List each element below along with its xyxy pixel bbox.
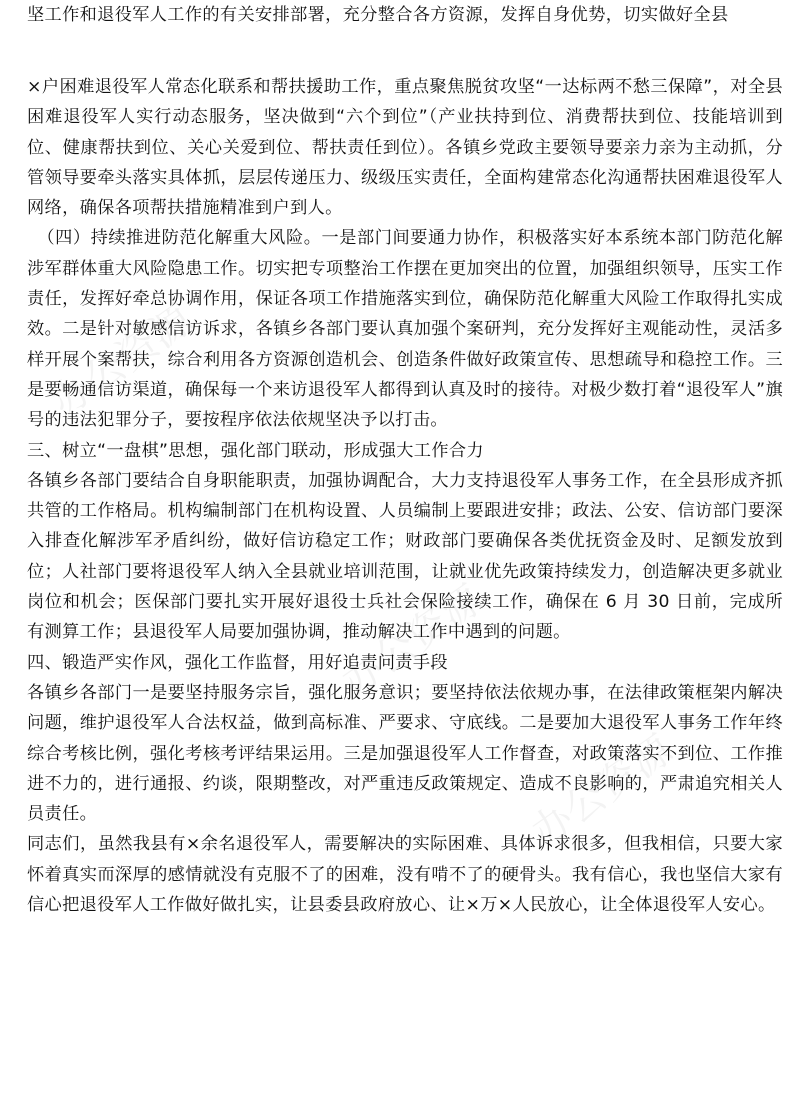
paragraph-risk-prevention: （四）持续推进防范化解重大风险。一是部门间要通力协作，积极落实好本系统本部门防范化解涉军群体重大风险隐患工作。切实把专项整治工作摆在更加突出的位置，加强组织领导，压实工作责任，发挥好牵总协调作用，保证各项工作措施落实到位，确保防范化解重大风险工作取得扎实成效。二是针对敏感信访诉求，各镇乡各部门要认真加强个案研判，充分发挥好主观能动性，灵活多样开展个案帮扶，综合利用各方资源创造机会、创造条件做好政策宣传、思想疏导和稳控工作。三是要畅通信访渠道，确保每一个来访退役军人都得到认真及时的接待。对极少数打着“退役军人”旗号的违法犯罪分子，要按程序依法依规坚决予以打击。	[27, 228, 783, 431]
document-body	[27, 72, 783, 920]
paragraph-department-coordination: 各镇乡各部门要结合自身职能职责，加强协调配合，大力支持退役军人事务工作，在全县形成齐抓共管的工作格局。机构编制部门在机构设置、人员编制上要跟进安排；政法、公安、信访部门要深入排查化解涉军矛盾纠纷，做好信访稳定工作；财政部门要确保各类优抚资金及时、足额发放到位；人社部门要将退役军人纳入全县就业培训范围，让就业优先政策持续发力，创造解决更多就业岗位和机会；医保部门要扎实开展好退役士兵社会保险接续工作，确保在 6 月 30 日前，完成所有测算工作；县退役军人局要加强协调，推动解决工作中遇到的问题。	[27, 470, 783, 643]
section-heading-three: 三、树立“一盘棋”思想，强化部门联动，形成强大工作合力	[27, 440, 484, 461]
fragment-line: 坚工作和退役军人工作的有关安排部署，充分整合各方资源，发挥自身优势，切实做好全县	[27, 5, 729, 25]
paragraph-support-needy-veterans: ×户困难退役军人常态化联系和帮扶援助工作，重点聚焦脱贫攻坚“一达标两不愁三保障”，对全县困难退役军人实行动态服务，坚决做到“六个到位”（产业扶持到位、消费帮扶到位、技能培训到位、健康帮扶到位、关心关爱到位、帮扶责任到位）。各镇乡党政主要领导要亲力亲为主动抓，分管领导要牵头落实具体抓，层层传递压力、级级压实责任，全面构建常态化沟通帮扶困难退役军人网络，确保各项帮扶措施精准到户到人。	[27, 77, 783, 219]
paragraph-supervision: 各镇乡各部门一是要坚持服务宗旨，强化服务意识；要坚持依法依规办事，在法律政策框架内解决问题，维护退役军人合法权益，做到高标准、严要求、守底线。二是要加大退役军人事务工作年终综合考核比例，强化考核考评结果运用。三是加强退役军人工作督查，对政策落实不到位、工作推进不力的，进行通报、约谈，限期整改，对严重违反政策规定、造成不良影响的，严肃追究相关人员责任。	[27, 682, 783, 825]
page-top-fragment	[27, 0, 783, 30]
section-heading-four: 四、锻造严实作风，强化工作监督，用好追责问责手段	[27, 652, 448, 673]
paragraph-closing: 同志们，虽然我县有×余名退役军人，需要解决的实际困难、具体诉求很多，但我相信，只要大家怀着真实而深厚的感情就没有克服不了的困难，没有啃不了的硬骨头。我有信心，我也坚信大家有信心把退役军人工作做好做扎实，让县委县政府放心、让×万×人民放心，让全体退役军人安心。	[27, 834, 783, 916]
